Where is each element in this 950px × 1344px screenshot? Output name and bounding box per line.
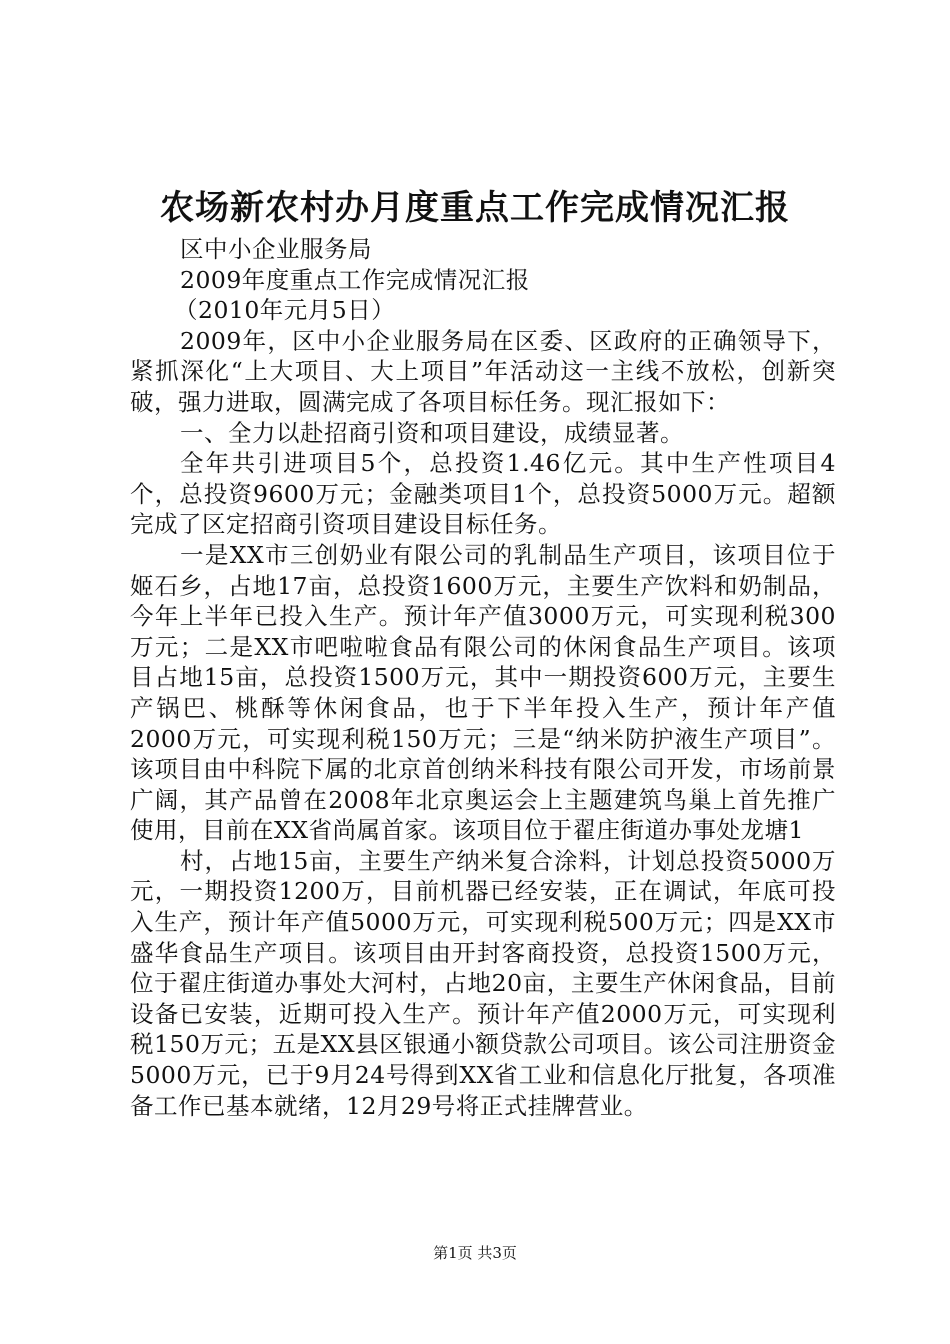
report-subtitle: 2009年度重点工作完成情况汇报 — [180, 265, 530, 294]
issuer-line: 区中小企业服务局 — [180, 235, 372, 263]
projects-paragraph-1: 一是XX市三创奶业有限公司的乳制品生产项目，该项目位于姬石乡，占地17亩，总投资1600万元，主要生产饮料和奶制品，今年上半年已投入生产。预计年产值3000万元，可实现利税300万元；二是XX市吧啦啦食品有限公司的休闲食品生产项目。该项目占地15亩，总投资1500万元，其中一期投资600万元，主要生产锅巴、桃酥等休闲食品，也于下半年投入生产，预计年产值2000万元，可实现利税150万元；三是“纳米防护液生产项目”。该项目由中科院下属的北京首创纳米科技有限公司开发，市场前景广阔，其产品曾在2008年北京奥运会上主题建筑鸟巢上首先推广使用，目前在XX省尚属首家。该项目位于翟庄街道办事处龙塘1 — [130, 540, 836, 845]
document-body — [130, 234, 836, 1121]
summary-paragraph: 全年共引进项目5个，总投资1.46亿元。其中生产性项目4个，总投资9600万元；金融类项目1个，总投资5000万元。超额完成了区定招商引资项目建设目标任务。 — [130, 449, 836, 539]
report-date: （2010年元月5日） — [174, 296, 396, 325]
projects-paragraph-2: 村，占地15亩，主要生产纳米复合涂料，计划总投资5000万元，一期投资1200万，目前机器已经安装，正在调试，年底可投入生产，预计年产值5000万元，可实现利税500万元；四是XX市盛华食品生产项目。该项目由开封客商投资，总投资1500万元，位于翟庄街道办事处大河村，占地20亩，主要生产休闲食品，目前设备已安装，近期可投入生产。预计年产值2000万元，可实现利税150万元；五是XX县区银通小额贷款公司项目。该公司注册资金5000万元，已于9月24号得到XX省工业和信息化厅批复，各项准备工作已基本就绪，12月29号将正式挂牌营业。 — [130, 846, 836, 1120]
section-heading-1: 一、全力以赴招商引资和项目建设，成绩显著。 — [180, 418, 684, 447]
intro-paragraph: 2009年，区中小企业服务局在区委、区政府的正确领导下，紧抓深化“上大项目、大上项目”年活动这一主线不放松，创新突破，强力进取，圆满完成了各项目标任务。现汇报如下： — [130, 326, 836, 416]
page-footer: 第1页 共3页 — [433, 1244, 517, 1262]
document-title: 农场新农村办月度重点工作完成情况汇报 — [160, 188, 790, 228]
